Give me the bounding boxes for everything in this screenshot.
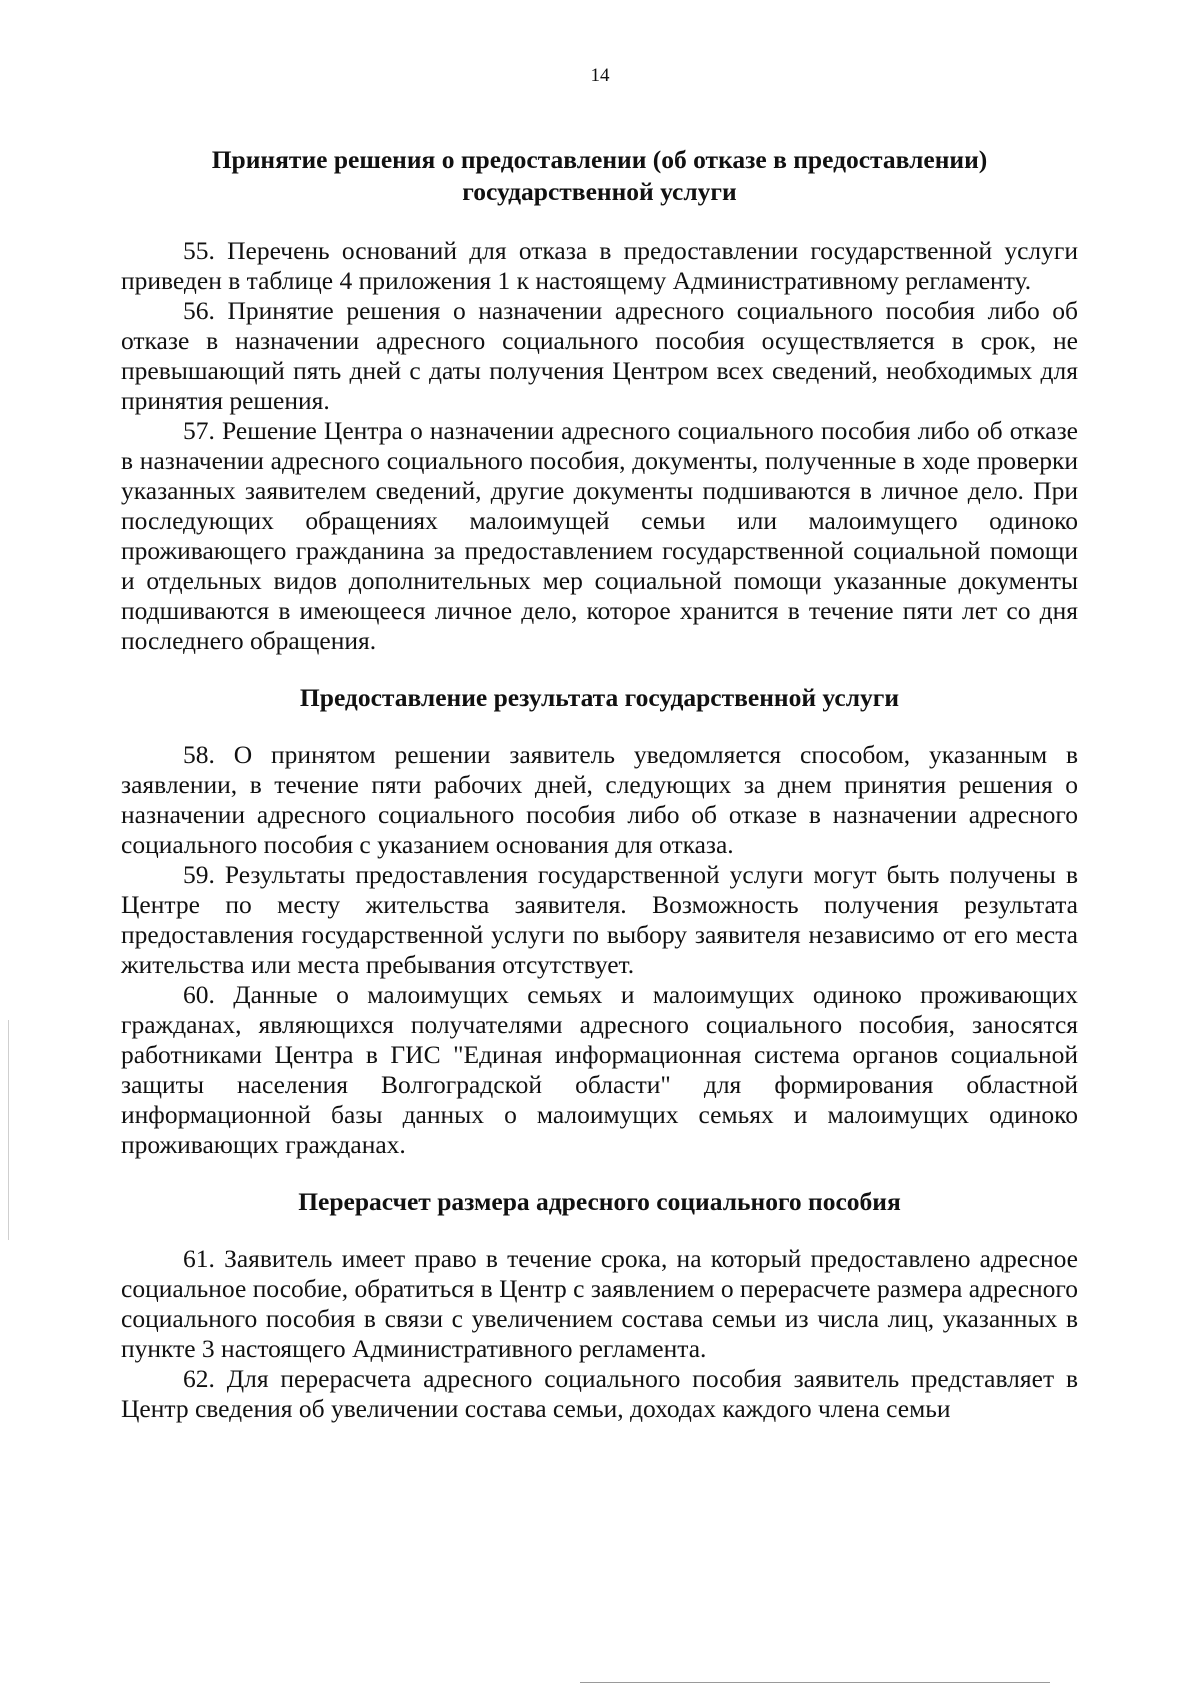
section-heading-result: Предоставление результата государственной услуги [299, 683, 900, 712]
section-heading-line: Принятие решения о предоставлении (об отказе в предоставлении) [211, 145, 988, 174]
paragraph-58: 58. О принятом решении заявитель уведомляется способом, указанным в заявлении, в течение пяти рабочих дней, следующих за днем принятия решения о назначении адресного социального пособия либо об отказе в назначении адресного социального пособия с указанием основания для отказа. [121, 740, 1078, 859]
paragraph-56: 56. Принятие решения о назначении адресного социального пособия либо об отказе в назначении адресного социального пособия осуществляется в срок, не превышающий пять дней с даты получения Центром всех сведений, необходимых для принятия решения. [121, 296, 1078, 415]
scan-artifact-line [8, 1020, 9, 1240]
scan-artifact-line [580, 1682, 1050, 1683]
section-heading-line: государственной услуги [462, 177, 737, 206]
page-number: 14 [590, 65, 610, 86]
paragraph-60: 60. Данные о малоимущих семьях и малоимущих одиноко проживающих гражданах, являющихся получателями адресного социального пособия, заносятся работниками Центра в ГИС "Единая информационная система органов социальной защиты населения Волгоградской области" для формирования областной информационной базы данных о малоимущих семьях и малоимущих одиноко проживающих гражданах. [121, 980, 1078, 1159]
paragraph-57: 57. Решение Центра о назначении адресного социального пособия либо об отказе в назначении адресного социального пособия, документы, полученные в ходе проверки указанных заявителем сведений, другие документы подшиваются в личное дело. При последующих обращениях малоимущей семьи или малоимущего одиноко проживающего гражданина за предоставлением государственной социальной помощи и отдельных видов дополнительных мер социальной помощи указанные документы подшиваются в имеющееся личное дело, которое хранится в течение пяти лет со дня последнего обращения. [121, 416, 1078, 655]
paragraph-59: 59. Результаты предоставления государственной услуги могут быть получены в Центре по месту жительства заявителя. Возможность получения результата предоставления государственной услуги по выбору заявителя независимо от его места жительства или места пребывания отсутствует. [121, 860, 1078, 979]
paragraph-55: 55. Перечень оснований для отказа в предоставлении государственной услуги приведен в таблице 4 приложения 1 к настоящему Административному регламенту. [121, 236, 1078, 295]
section-heading-recalculation: Перерасчет размера адресного социального пособия [298, 1187, 901, 1216]
document-body [121, 144, 1078, 1424]
section-heading-decision [121, 144, 1078, 208]
paragraph-62: 62. Для перерасчета адресного социального пособия заявитель представляет в Центр сведения об увеличении состава семьи, доходах каждого члена семьи [121, 1364, 1078, 1423]
paragraph-61: 61. Заявитель имеет право в течение срока, на который предоставлено адресное социальное пособие, обратиться в Центр с заявлением о перерасчете размера адресного социального пособия в связи с увеличением состава семьи из числа лиц, указанных в пункте 3 настоящего Административного регламента. [121, 1244, 1078, 1363]
